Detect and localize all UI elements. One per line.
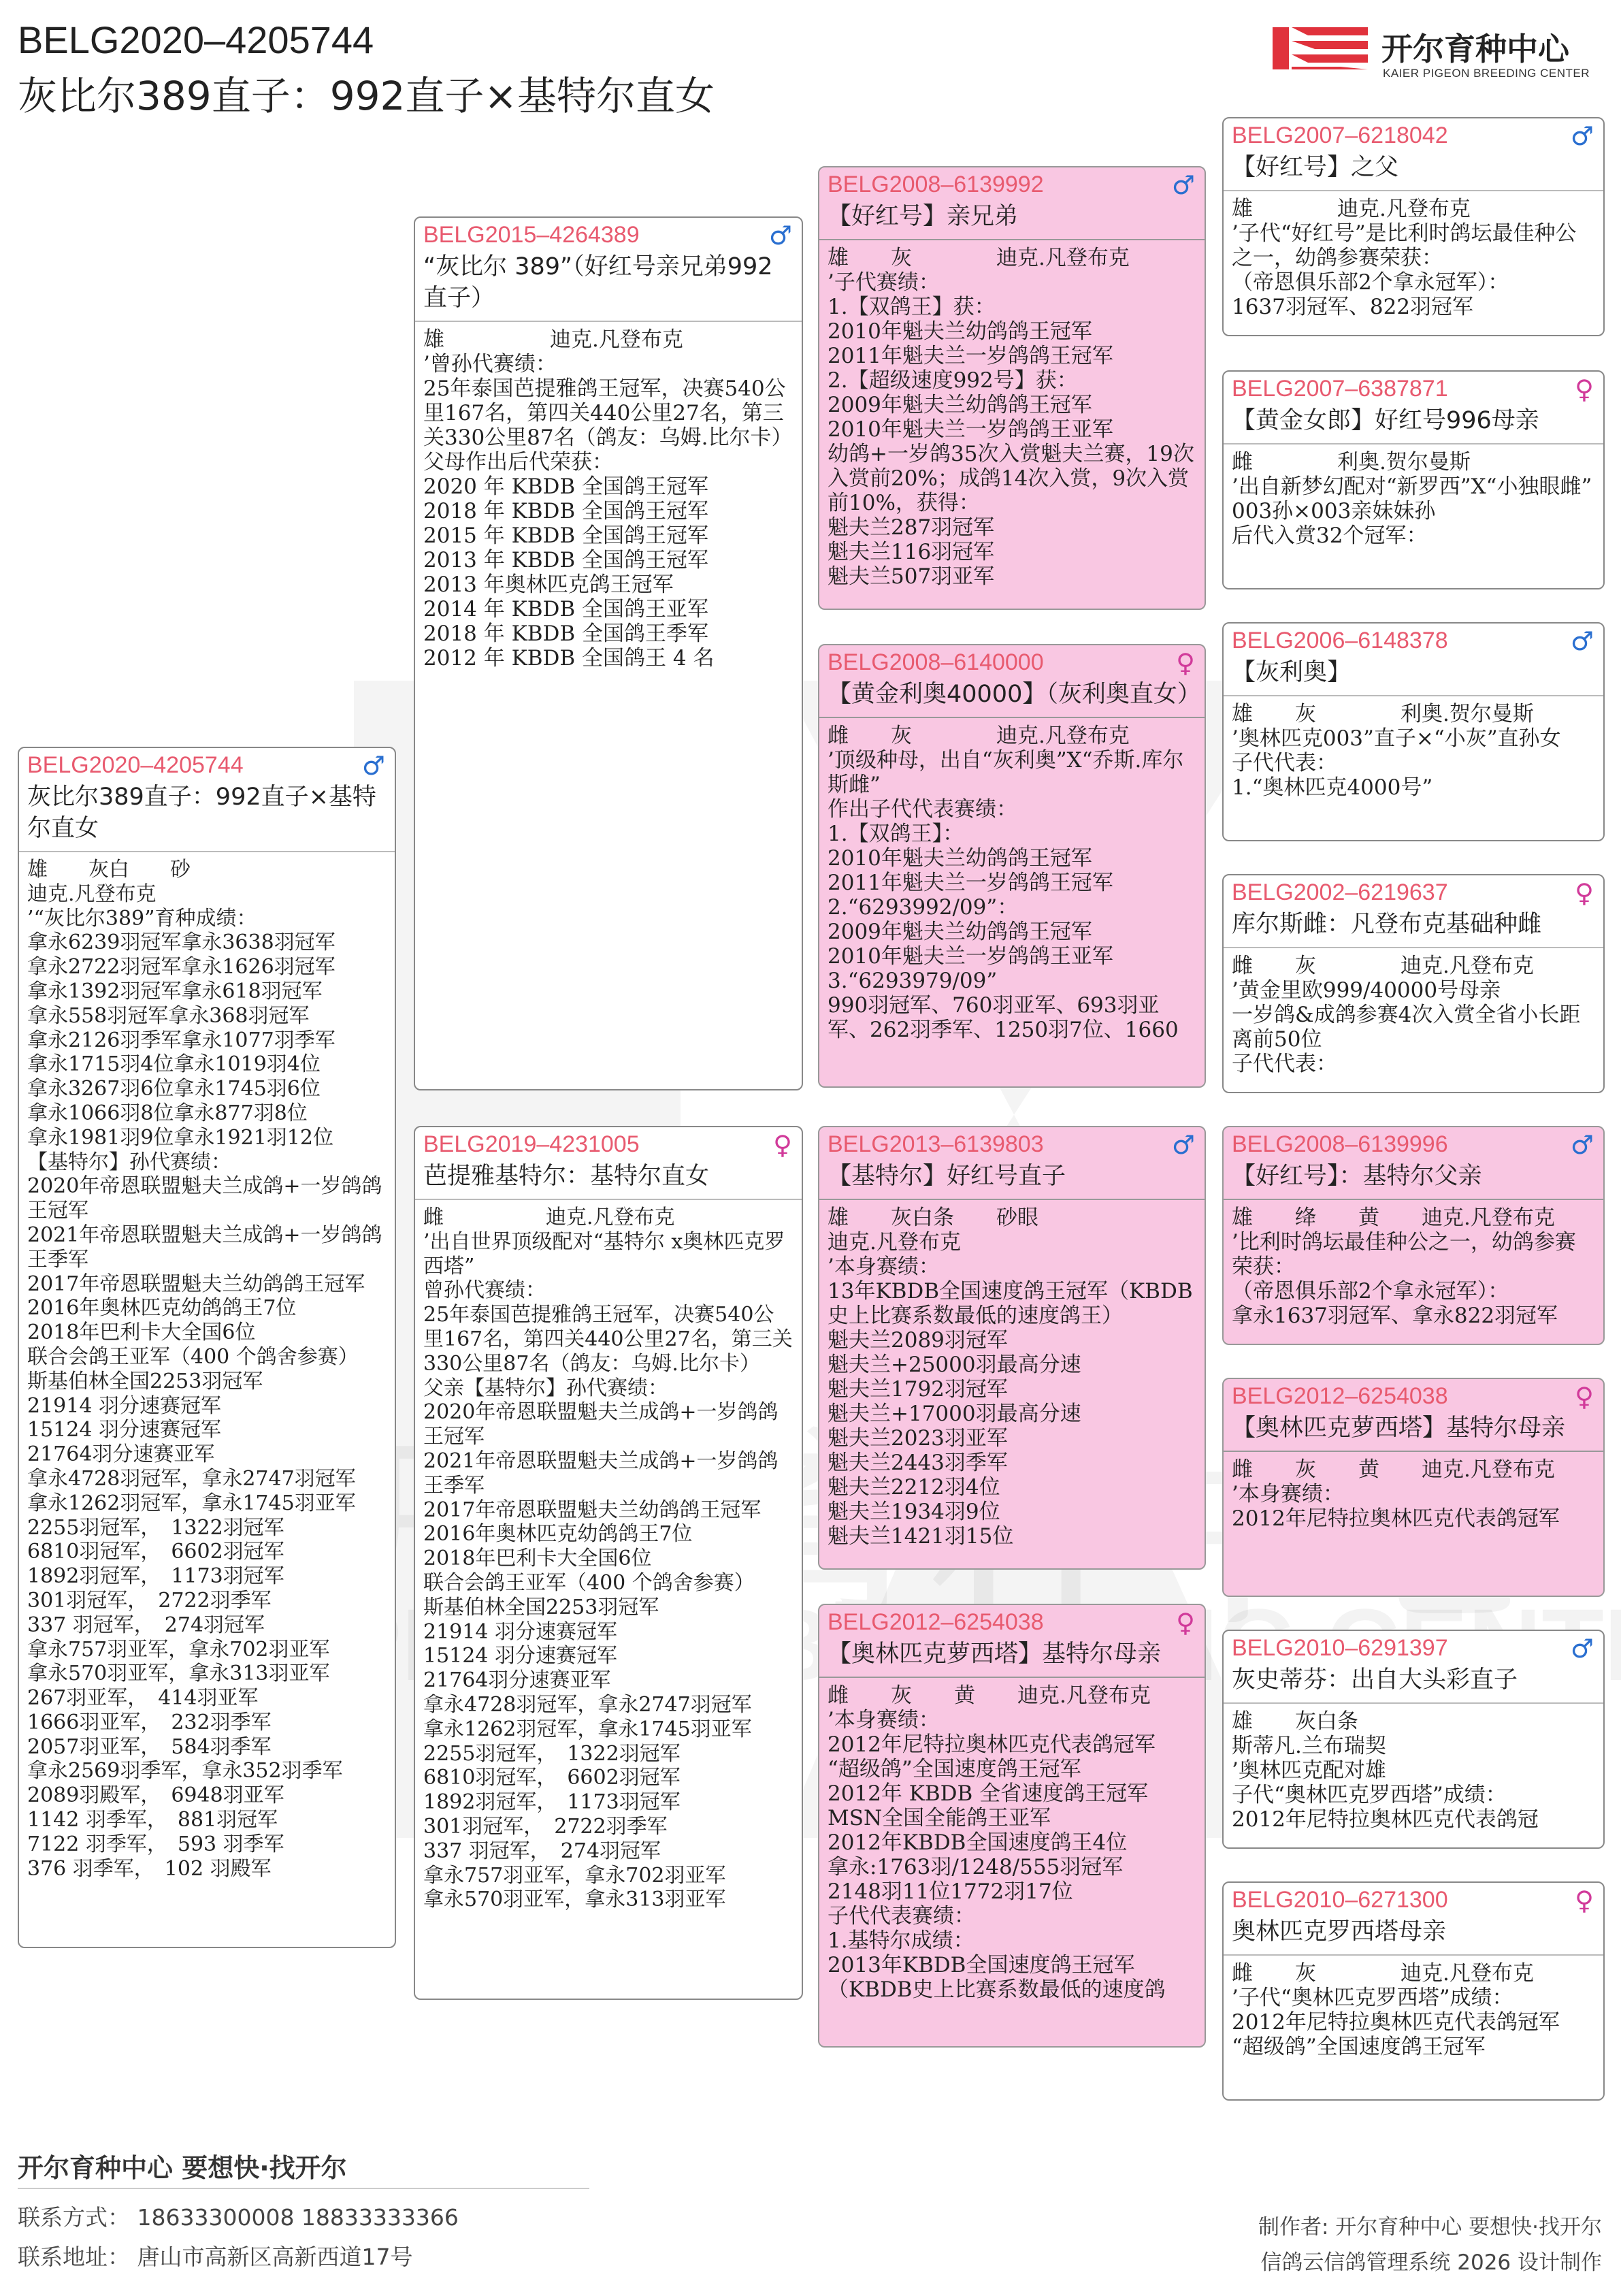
- pigeon-card-subject[interactable]: [18, 747, 396, 1948]
- female-icon: ♀: [1176, 1608, 1195, 1638]
- ring-number: BELG2008–6140000: [828, 649, 1044, 675]
- female-icon: ♀: [1575, 374, 1594, 404]
- logo-cn-text: 开尔育种中心: [1381, 31, 1569, 67]
- pigeon-card-sire-sire-dam[interactable]: [1222, 370, 1605, 589]
- ring-number: BELG2020–4205744: [27, 752, 244, 778]
- footer-maker: 制作者: 开尔育种中心 要想快·找开尔: [1258, 2215, 1602, 2240]
- pigeon-card-sire-dam-dam[interactable]: [1222, 874, 1605, 1093]
- pigeon-card-sire-sire-sire[interactable]: [1222, 117, 1605, 336]
- pigeon-details: 雌 灰 迪克.凡登布克 ’子代“奥林匹克罗西塔”成绩： 2012年尼特拉奥林匹克代表鸽冠军 “超级鸽”全国速度鸽王冠军: [1232, 1961, 1560, 2059]
- female-icon: ♀: [1575, 878, 1594, 908]
- ring-number: BELG2007–6218042: [1232, 123, 1448, 148]
- pigeon-details: 雌 灰 迪克.凡登布克 ’顶级种母，出自“灰利奥”X“乔斯.库尔斯雌” 作出子代代表赛绩： 1.【双鸽王】： 2010年魁夫兰幼鸽鸽王冠军 2011年魁夫兰一岁鸽鸽王冠军 2.“6293992/09”： 2009年魁夫兰幼鸽鸽王冠军 2010年魁夫兰一岁鸽鸽王亚军 3.“6293979/09” 990羽冠军、760羽亚军、693羽亚军、262羽季军、1250羽7位、1660: [828, 724, 1184, 1042]
- ring-number: BELG2008–6139996: [1232, 1131, 1448, 1157]
- pigeon-name: 灰比尔389直子：992直子×基特尔直女: [27, 783, 376, 842]
- pigeon-details: 雌 灰 黄 迪克.凡登布克 ’本身赛绩： 2012年尼特拉奥林匹克代表鸽冠军 “超级鸽”全国速度鸽王冠军 2012年 KBDB 全省速度鸽王冠军 MSN全国全能鸽王亚军 2012年KBDB全国速度鸽王4位 拿永:1763羽/1248/555羽冠军 2148羽11位1772羽17位 子代代表赛绩： 1.基特尔成绩： 2013年KBDB全国速度鸽王冠军 （KBDB史上比赛系数最低的速度鸽: [828, 1683, 1166, 2002]
- pigeon-details: 雄 灰白条 斯蒂凡.兰布瑞契 ’奥林匹克配对雄 子代“奥林匹克罗西塔”成绩： 2012年尼特拉奥林匹克代表鸽冠: [1232, 1709, 1539, 1832]
- pigeon-details: 雄 灰白 砂 迪克.凡登布克 ’“灰比尔389”育种成绩： 拿永6239羽冠军拿永3638羽冠军 拿永2722羽冠军拿永1626羽冠军 拿永1392羽冠军拿永618羽冠军 拿永558羽冠军拿永368羽冠军 拿永2126羽季军拿永1077羽季军 拿永1715羽4位拿永1019羽4位 拿永3267羽6位拿永1745羽6位 拿永1066羽8位拿永877羽8位 拿永1981羽9位拿永1921羽12位 【基特尔】孙代赛绩： 2020年帝恩联盟魁夫兰成鸽+一岁鸽鸽王冠军 2021年帝恩联盟魁夫兰成鸽+一岁鸽鸽王季军 2017年帝恩联盟魁夫兰幼鸽鸽王冠军 2016年奥林匹克幼鸽鸽王7位 2018年巴利卡大全国6位 联合会鸽王亚军（400 个鸽舍参赛） 斯基伯林全国2253羽冠军 21914 羽分速赛冠军 15124 羽分速赛冠军 21764羽分速赛亚军 拿永4728羽冠军，拿永2747羽冠军 拿永1262羽冠军，拿永1745羽亚军 2255羽冠军， 1322羽冠军 6810羽冠军， 6602羽冠军 1892羽冠军， 1173羽冠军 301羽冠军， 2722羽季军 337 羽冠军， 274羽冠军 拿永757羽亚军，拿永702羽亚军 拿永570羽亚军，拿永313羽亚军 267羽亚军， 414羽亚军 1666羽亚军， 232羽季军 2057羽亚军， 584羽季军 拿永2569羽季军，拿永352羽季军 2089羽殿军， 6948羽亚军 1142 羽季军， 881羽冠军 7122 羽季军， 593 羽季军 376 羽季军， 102 羽殿军: [27, 858, 382, 1881]
- pigeon-details: 雄 绛 黄 迪克.凡登布克 ’比利时鸽坛最佳种公之一，幼鸽参赛荣获： （帝恩俱乐部2个拿永冠军）： 拿永1637羽冠军、拿永822羽冠军: [1232, 1206, 1576, 1328]
- ring-number: BELG2012–6254038: [1232, 1383, 1448, 1409]
- female-icon: ♀: [1575, 1886, 1594, 1915]
- ring-number: BELG2006–6148378: [1232, 628, 1448, 653]
- ring-number: BELG2010–6291397: [1232, 1635, 1448, 1661]
- female-icon: ♀: [773, 1130, 792, 1160]
- ring-number: BELG2019–4231005: [423, 1131, 640, 1157]
- pigeon-card-dam-dam-dam[interactable]: [1222, 1881, 1605, 2101]
- pigeon-name: 库尔斯雌：凡登布克基础种雌: [1232, 911, 1542, 938]
- pigeon-name: 芭提雅基特尔：基特尔直女: [423, 1163, 710, 1190]
- pigeon-details: 雄 迪克.凡登布克 ’子代“好红号”是比利时鸽坛最佳种公之一，幼鸽参赛荣获： （帝恩俱乐部2个拿永冠军）： 1637羽冠军、822羽冠军: [1232, 197, 1577, 319]
- male-icon: ♂: [361, 751, 385, 781]
- pigeon-details: 雌 灰 迪克.凡登布克 ’黄金里欧999/40000号母亲 一岁鸽&成鸽参赛4次入赏全省小长距离前50位 子代代表：: [1232, 954, 1581, 1076]
- footer-contact: 联系方式： 18633300008 18833333366: [18, 2204, 459, 2231]
- pigeon-details: 雄 灰 利奥.贺尔曼斯 ’奥林匹克003”直子×“小灰”直孙女 子代代表： 1.“奥林匹克4000号”: [1232, 702, 1561, 800]
- male-icon: ♂: [1570, 121, 1594, 151]
- ring-number: BELG2013–6139803: [828, 1131, 1044, 1157]
- pigeon-name: “灰比尔 389”（好红号亲兄弟992直子）: [423, 253, 773, 312]
- female-icon: ♀: [1176, 648, 1195, 678]
- pigeon-name: 奥林匹克罗西塔母亲: [1232, 1918, 1447, 1945]
- pigeon-details: 雌 灰 黄 迪克.凡登布克 ’本身赛绩： 2012年尼特拉奥林匹克代表鸽冠军: [1232, 1457, 1560, 1531]
- pigeon-card-dam-sire-sire[interactable]: [1222, 1126, 1605, 1345]
- ring-number: BELG2008–6139992: [828, 172, 1044, 197]
- male-icon: ♂: [1171, 1130, 1195, 1160]
- footer-system: 信鸽云信鸽管理系统 2026 设计制作: [1260, 2250, 1602, 2275]
- ring-number: BELG2012–6254038: [828, 1609, 1044, 1635]
- page-title: 灰比尔389直子：992直子×基特尔直女: [18, 73, 715, 119]
- pigeon-card-dam-sire-dam[interactable]: [1222, 1378, 1605, 1597]
- pigeon-card-sire-dam-sire[interactable]: [1222, 622, 1605, 841]
- brand-logo: [1273, 20, 1599, 95]
- pigeon-details: 雄 灰 迪克.凡登布克 ’子代赛绩： 1.【双鸽王】获： 2010年魁夫兰幼鸽鸽王冠军 2011年魁夫兰一岁鸽鸽王冠军 2.【超级速度992号】获： 2009年魁夫兰幼鸽鸽王冠军 2010年魁夫兰一岁鸽鸽王亚军 幼鸽+一岁鸽35次入赏魁夫兰赛，19次入赏前20%；成鸽14次入赏，9次入赏前10%，获得： 魁夫兰287羽冠军 魁夫兰116羽冠军 魁夫兰507羽亚军: [828, 246, 1194, 589]
- pigeon-details: 雌 利奥.贺尔曼斯 ’出自新梦幻配对“新罗西”X“小独眼雌” 003孙×003亲妹妹孙 后代入赏32个冠军：: [1232, 450, 1592, 548]
- male-icon: ♂: [1171, 170, 1195, 200]
- pigeon-name: 【灰利奥】: [1232, 659, 1352, 686]
- kaier-logo-icon: [1273, 20, 1375, 88]
- footer-divider: [18, 2188, 589, 2189]
- pigeon-name: 【黄金女郎】好红号996母亲: [1232, 407, 1539, 434]
- ring-number: BELG2015–4264389: [423, 222, 640, 248]
- pigeon-name: 【好红号】之父: [1232, 154, 1399, 181]
- footer-address: 联系地址： 唐山市高新区高新西道17号: [18, 2244, 413, 2270]
- pigeon-name: 【黄金利奥40000】（灰利奥直女）: [828, 681, 1201, 708]
- pigeon-card-dam-sire[interactable]: [818, 1126, 1206, 1570]
- logo-en-text: KAIER PIGEON BREEDING CENTER: [1383, 67, 1590, 80]
- ring-number: BELG2010–6271300: [1232, 1887, 1448, 1913]
- footer-brand: 开尔育种中心 要想快·找开尔: [18, 2153, 347, 2183]
- male-icon: ♂: [1570, 1130, 1594, 1160]
- male-icon: ♂: [1570, 626, 1594, 656]
- pigeon-name: 【奥林匹克萝西塔】基特尔母亲: [1232, 1414, 1566, 1442]
- pigeon-details: 雄 迪克.凡登布克 ’曾孙代赛绩： 25年泰国芭提雅鸽王冠军，决赛540公里167名，第四关440公里27名，第三关330公里87名（鸽友：乌姆.比尔卡） 父母作出后代荣获： 2020 年 KBDB 全国鸽王冠军 2018 年 KBDB 全国鸽王冠军 2015 年 KBDB 全国鸽王冠军 2013 年 KBDB 全国鸽王冠军 2013 年奥林匹克鸽王冠军 2014 年 KBDB 全国鸽王亚军 2018 年 KBDB 全国鸽王季军 2012 年 KBDB 全国鸽王 4 名: [423, 327, 793, 670]
- pigeon-card-sire-sire[interactable]: [818, 166, 1206, 610]
- pigeon-name: 【奥林匹克萝西塔】基特尔母亲: [828, 1640, 1162, 1668]
- pigeon-name: 【好红号】：基特尔父亲: [1232, 1163, 1482, 1190]
- ring-number: BELG2007–6387871: [1232, 376, 1448, 402]
- pigeon-card-sire[interactable]: [414, 216, 803, 1090]
- page-ring-number: BELG2020–4205744: [18, 18, 374, 61]
- pigeon-name: 【基特尔】好红号直子: [828, 1163, 1066, 1190]
- pigeon-card-sire-dam[interactable]: [818, 644, 1206, 1088]
- male-icon: ♂: [1570, 1634, 1594, 1664]
- female-icon: ♀: [1575, 1382, 1594, 1412]
- pigeon-details: 雌 迪克.凡登布克 ’出自世界顶级配对“基特尔 x奥林匹克罗西塔” 曾孙代赛绩： 25年泰国芭提雅鸽王冠军，决赛540公里167名，第四关440公里27名，第三关330公里87名（鸽友：乌姆.比尔卡） 父亲【基特尔】孙代赛绩： 2020年帝恩联盟魁夫兰成鸽+一岁鸽鸽王冠军 2021年帝恩联盟魁夫兰成鸽+一岁鸽鸽王季军 2017年帝恩联盟魁夫兰幼鸽鸽王冠军 2016年奥林匹克幼鸽鸽王7位 2018年巴利卡大全国6位 联合会鸽王亚军（400 个鸽舍参赛） 斯基伯林全国2253羽冠军 21914 羽分速赛冠军 15124 羽分速赛冠军 21764羽分速赛亚军 拿永4728羽冠军，拿永2747羽冠军 拿永1262羽冠军，拿永1745羽亚军 2255羽冠军， 1322羽冠军 6810羽冠军， 6602羽冠军 1892羽冠军， 1173羽冠军 301羽冠军， 2722羽季军 337 羽冠军， 274羽冠军 拿永757羽亚军，拿永702羽亚军 拿永570羽亚军，拿永313羽亚军: [423, 1206, 793, 1912]
- pigeon-name: 灰史蒂芬：出自大头彩直子: [1232, 1666, 1518, 1694]
- pigeon-card-dam-dam-sire[interactable]: [1222, 1630, 1605, 1849]
- pigeon-name: 【好红号】亲兄弟: [828, 203, 1019, 230]
- pigeon-card-dam[interactable]: [414, 1126, 803, 2000]
- pigeon-card-dam-dam[interactable]: [818, 1604, 1206, 2048]
- pigeon-details: 雄 灰白条 砂眼 迪克.凡登布克 ’本身赛绩： 13年KBDB全国速度鸽王冠军（KBDB史上比赛系数最低的速度鸽王） 魁夫兰2089羽冠军 魁夫兰+25000羽最高分速 魁夫兰1792羽冠军 魁夫兰+17000羽最高分速 魁夫兰2023羽亚军 魁夫兰2443羽季军 魁夫兰2212羽4位 魁夫兰1934羽9位 魁夫兰1421羽15位: [828, 1206, 1193, 1549]
- male-icon: ♂: [768, 221, 792, 250]
- ring-number: BELG2002–6219637: [1232, 879, 1448, 905]
